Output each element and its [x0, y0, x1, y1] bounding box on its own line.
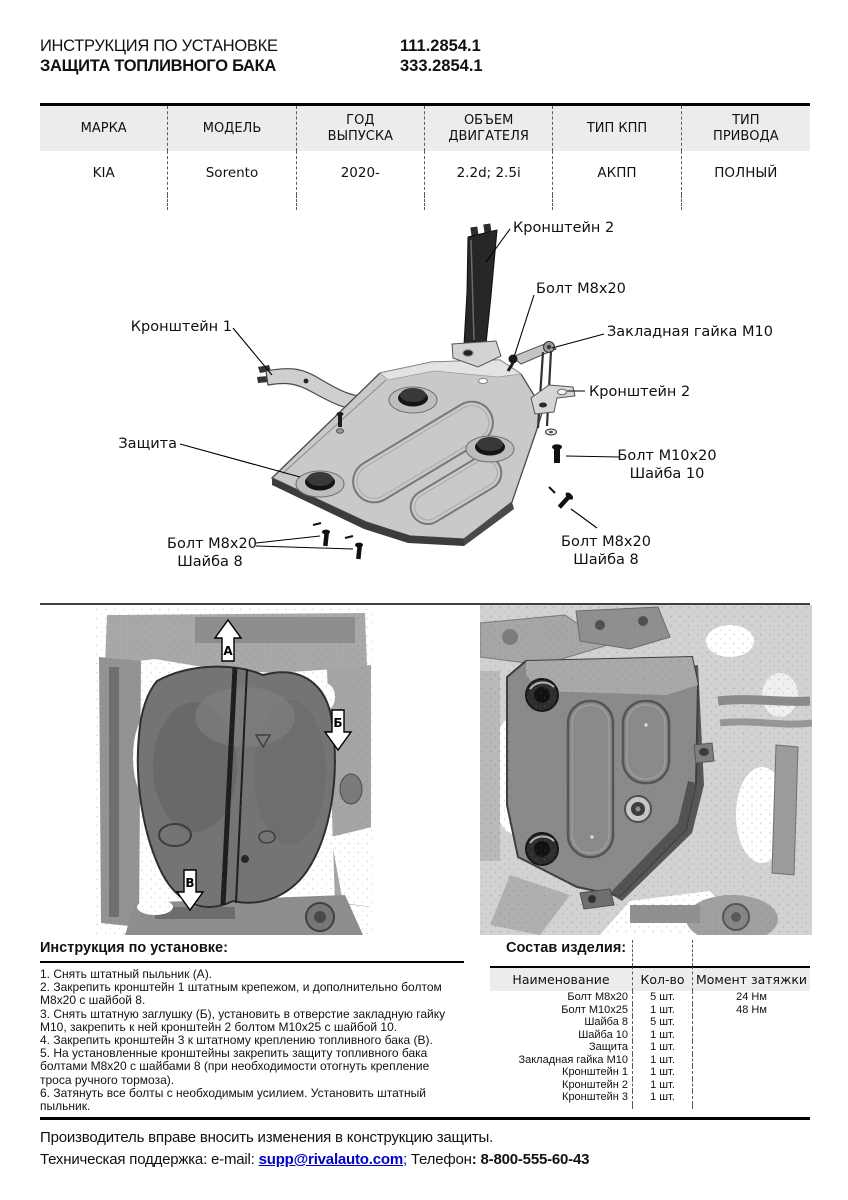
- exploded-view-diagram: [0, 212, 848, 604]
- part-name: Закладная гайка М10: [490, 1054, 633, 1067]
- diagram-label-bolt-m8-right: Болт М8х20: [561, 534, 651, 550]
- instructions-steps: [40, 968, 464, 1113]
- support-line: [40, 1149, 589, 1171]
- marker-letter-a: А: [223, 644, 233, 658]
- step-5: 5. На установленные кронштейны закрепить защиту топливного бака болтами М8х20 с шайбами 8 (при необходимости отогнуть крепление троса ручного тормоза).: [40, 1046, 430, 1087]
- parts-heading: Состав изделия:: [490, 940, 633, 966]
- spec-value-brand: KIA: [40, 151, 168, 195]
- part-torque: [693, 1066, 810, 1079]
- diagram-label-bolt-m8-top: Болт М8х20: [536, 281, 626, 297]
- rubber-mount: [389, 387, 437, 413]
- part-torque: [693, 1041, 810, 1054]
- bracket2-side-part: [531, 385, 575, 414]
- diagram-label-bracket1: Кронштейн 1: [130, 319, 232, 335]
- diagram-label-bolt-m8-left: Болт М8х20: [167, 536, 257, 552]
- part-qty: 1 шт.: [633, 1091, 693, 1104]
- marker-letter-v: В: [185, 876, 195, 890]
- vehicle-spec-table: [40, 103, 810, 210]
- spec-value-year: 2020-: [297, 151, 425, 195]
- spec-header-drive: ТИП ПРИВОДА: [682, 106, 810, 151]
- diagram-label-bracket2-side: Кронштейн 2: [589, 384, 691, 400]
- step-1: 1. Снять штатный пыльник (А).: [40, 967, 213, 981]
- photo-installed-shield: [480, 605, 812, 935]
- parts-col-torque: Момент затяжки: [693, 966, 810, 991]
- part-name: Защита: [490, 1041, 633, 1054]
- part-torque: [693, 1054, 810, 1067]
- marker-letter-b: Б: [333, 716, 343, 730]
- parts-col-qty: Кол-во: [633, 966, 693, 991]
- document-header: [40, 36, 278, 76]
- bolt-m10-part: [546, 429, 563, 463]
- part-name: Кронштейн 3: [490, 1091, 633, 1104]
- phone-label: Телефон: [406, 1151, 472, 1168]
- step-6: 6. Затянуть все болты с необходимым усилием. Установить штатный пыльник.: [40, 1085, 426, 1114]
- part-torque: 24 Нм: [736, 991, 767, 1003]
- spec-header-model: МОДЕЛЬ: [168, 106, 296, 151]
- part-name: Кронштейн 1: [490, 1066, 633, 1079]
- footer: [40, 1127, 589, 1171]
- part-qty: 5 шт.: [633, 991, 693, 1004]
- step-4: 4. Закрепить кронштейн 3 к штатному креплению топливного бака (В).: [40, 1033, 433, 1048]
- parts-col-name: Наименование: [490, 966, 633, 991]
- diagram-label-washer-8-left: Шайба 8: [177, 554, 243, 570]
- rubber-mount: [296, 471, 344, 497]
- support-prefix: Техническая поддержка: e-mail:: [40, 1151, 259, 1168]
- parts-list-table: [490, 940, 810, 1109]
- instructions-heading: Инструкция по установке:: [40, 940, 228, 956]
- support-phone: : 8-800-555-60-43: [471, 1151, 590, 1168]
- diagram-label-shield: Защита: [118, 436, 177, 452]
- photo-stock-underbody: [95, 607, 372, 935]
- step-3: 3. Снять штатную заглушку (Б), установить в отверстие закладную гайку М10, закрепить к ней кронштейн 2 болтом М10х25 с шайбой 10.: [40, 1006, 446, 1034]
- spec-value-drive: ПОЛНЫЙ: [714, 165, 778, 181]
- part-name: Кронштейн 2: [490, 1079, 633, 1092]
- spec-header-gearbox: ТИП КПП: [553, 106, 681, 151]
- part-qty: 1 шт.: [633, 1066, 693, 1079]
- manufacturer-note: Производитель вправе вносить изменения в конструкцию защиты.: [40, 1129, 494, 1146]
- spec-value-model: Sorento: [168, 151, 296, 195]
- part-torque: [693, 1029, 810, 1042]
- diagram-label-embedded-nut: Закладная гайка М10: [607, 324, 773, 340]
- part-qty: 1 шт.: [633, 1029, 693, 1042]
- bracket2-tall-part: [452, 223, 501, 367]
- bolt-m8-right-part: [549, 487, 574, 510]
- part-qty: 1 шт.: [633, 1041, 693, 1054]
- step-2: 2. Закрепить кронштейн 1 штатным крепежом, и дополнительно болтом М8х20 с шайбой 8.: [40, 980, 442, 1008]
- diagram-label-bracket2-top: Кронштейн 2: [513, 220, 615, 236]
- part-qty: 1 шт.: [633, 1079, 693, 1092]
- diagram-label-washer-8-right: Шайба 8: [573, 552, 639, 568]
- part-name: Шайба 10: [490, 1029, 633, 1042]
- installation-instructions: [40, 940, 464, 1113]
- part-torque: [693, 1016, 810, 1029]
- spec-header-engine: ОБЪЕМ ДВИГАТЕЛЯ: [425, 106, 553, 151]
- part-torque: 48 Нм: [736, 1003, 767, 1016]
- diagram-label-washer-10: Шайба 10: [629, 466, 705, 482]
- spec-header-brand: МАРКА: [40, 106, 168, 151]
- spec-value-engine: 2.2d; 2.5i: [425, 151, 553, 195]
- part-qty: 1 шт.: [633, 1054, 693, 1067]
- part-number-2: 333.2854.1: [400, 57, 483, 75]
- part-qty: 5 шт.: [633, 1016, 693, 1029]
- spec-header-year: ГОД ВЫПУСКА: [297, 106, 425, 151]
- doc-type-line: ИНСТРУКЦИЯ ПО УСТАНОВКЕ: [40, 37, 278, 55]
- part-torque: [693, 1091, 810, 1104]
- part-numbers: [400, 36, 483, 76]
- part-number-1: 111.2854.1: [400, 37, 481, 55]
- spec-value-gearbox: АКПП: [553, 151, 681, 195]
- bolt-m8-left-parts: [313, 523, 363, 559]
- part-name: Шайба 8: [490, 1016, 633, 1029]
- doc-title-line: ЗАЩИТА ТОПЛИВНОГО БАКА: [40, 57, 277, 75]
- rubber-mount: [466, 436, 514, 462]
- part-name: Болт М8х20: [490, 991, 633, 1004]
- footer-rule: [40, 1117, 810, 1120]
- diagram-label-bolt-m10: Болт М10х20: [617, 448, 717, 464]
- part-torque: [693, 1079, 810, 1092]
- instructions-rule: [40, 961, 464, 963]
- email-separator: ;: [402, 1151, 407, 1168]
- part-qty: 1 шт.: [633, 1004, 693, 1017]
- support-email-link[interactable]: supp@rivalauto.com: [258, 1151, 403, 1168]
- part-name: Болт М10х25: [490, 1004, 633, 1017]
